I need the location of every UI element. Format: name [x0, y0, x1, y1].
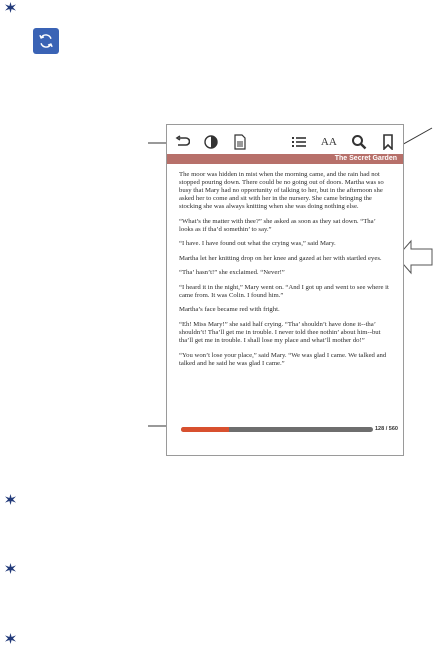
progress-fill [181, 427, 229, 432]
book-title-bar [167, 154, 403, 164]
reader-toolbar [167, 131, 403, 153]
reading-text [179, 171, 391, 374]
sync-icon[interactable] [33, 28, 59, 54]
callout-line-bookmark [400, 126, 433, 148]
paragraph: Martha’s face became red with fright. [179, 306, 280, 314]
page-indicator: 128 / 560 [375, 426, 398, 432]
search-icon[interactable] [350, 133, 368, 151]
paragraph: “I have. I have found out what the crying was,” said Mary. [179, 240, 336, 248]
night-mode-icon[interactable] [260, 133, 278, 151]
reader-screen[interactable] [166, 124, 404, 456]
book-title: The Secret Garden [334, 155, 397, 162]
paragraph: Martha let her knitting drop on her knee and gazed at her with startled eyes. [179, 254, 382, 262]
bullet-star-icon [5, 2, 16, 13]
paragraph: “What’s the matter with thee?” she asked as soon as they sat down. “Tha’ looks as if tha’d somethin’ to say.” [179, 217, 376, 233]
document-icon[interactable] [231, 133, 249, 151]
font-size-label: AA [320, 136, 337, 148]
font-size-icon[interactable] [319, 133, 339, 151]
paragraph: “Tha’ hasn’t!” she exclaimed. “Never!” [179, 269, 285, 277]
bullet-star-icon [5, 563, 16, 574]
bullet-star-icon [5, 494, 16, 505]
paragraph: The moor was hidden in mist when the morning came, and the rain had not stopped pouring down. There could be no going out of doors. Martha was so busy that Mary had no opportunity of talking to her, but in the afternoon she asked her to come and sit with her in the nursery. She came bringing the stocking she was always knitting when she was doing nothing else. [179, 171, 384, 211]
list-icon[interactable] [290, 133, 308, 151]
back-icon[interactable] [173, 133, 191, 151]
bullet-star-icon [5, 633, 16, 644]
bookmark-icon[interactable] [379, 133, 397, 151]
paragraph: “You won’t lose your place,” said Mary. “We was glad I came. We talked and talked and he said he was glad I came.” [179, 351, 387, 367]
reading-progress-bar[interactable] [181, 427, 373, 432]
brightness-icon[interactable] [202, 133, 220, 151]
paragraph: “I heard it in the night,” Mary went on. “And I got up and went to see where it came from. It was Colin. I found him.” [179, 283, 389, 299]
paragraph: “Eh! Miss Mary!” she said half crying. “Tha’ shouldn’t have done it--tha’ shouldn’t! Tha’ll get me in trouble. I never told thee nothin’ about him--but tha’ll get me in trouble. I shall lose my place and what’ll mother do!” [179, 320, 381, 345]
